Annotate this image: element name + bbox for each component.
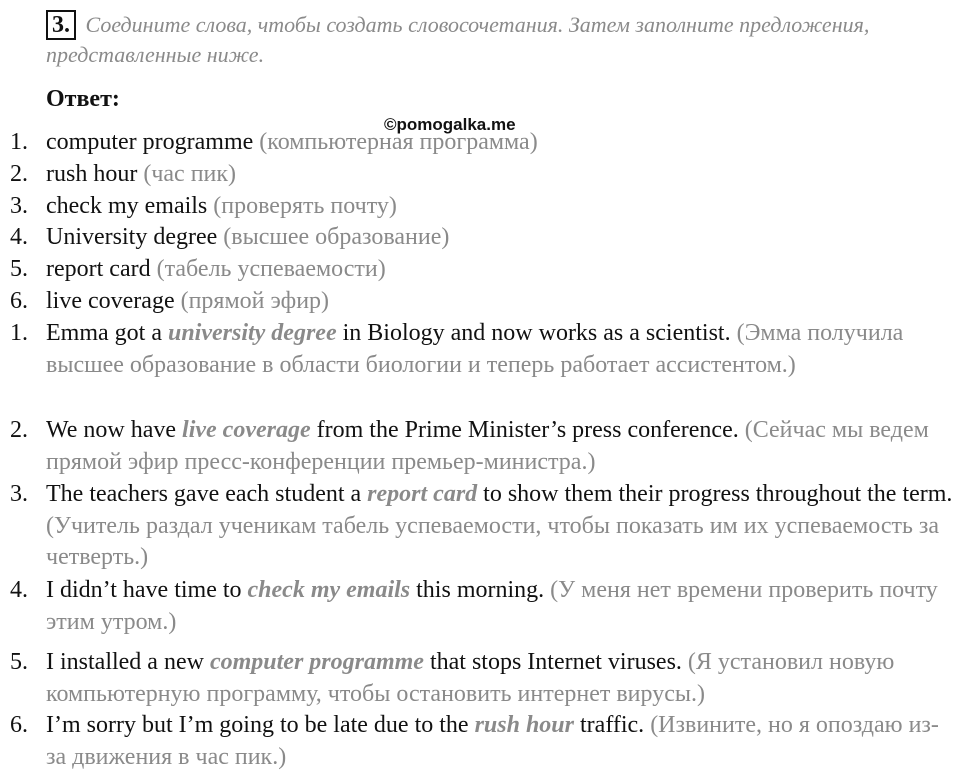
phrase-text (46, 254, 956, 286)
sentence-highlight: rush hour (474, 712, 574, 738)
phrase-text (46, 191, 956, 223)
sentence-after: from the Prime Minister’s press conference. (310, 417, 745, 443)
sentence-translation: (Учитель раздал ученикам табель успеваемости, чтобы показать им их успеваемость за четверть.) (46, 512, 940, 570)
sentence-after: in Biology and now works as a scientist. (336, 320, 737, 346)
sentence-number: 3. (10, 481, 28, 507)
sentence-before: The teachers gave each student a (46, 481, 368, 507)
sentence-number: 6. (10, 712, 28, 738)
phrase-number: 1. (10, 129, 28, 155)
phrase-number: 4. (10, 224, 28, 250)
sentence-translation: (Сейчас мы ведем прямой эфир пресс-конференции премьер-министра.) (46, 417, 929, 475)
phrase-translation: (высшее образование) (223, 224, 450, 250)
sentence-after: that stops Internet viruses. (423, 649, 688, 675)
phrase-english: rush hour (46, 161, 138, 187)
phrase-text (46, 222, 956, 254)
sentence-after: traffic. (574, 712, 651, 738)
phrase-english: computer programme (46, 129, 254, 155)
phrase-text (46, 127, 956, 159)
phrase-english: check my emails (46, 193, 208, 219)
phrase-number: 3. (10, 193, 28, 219)
phrase-translation: (проверять почту) (213, 193, 397, 219)
sentence-highlight: report card (367, 481, 478, 507)
phrase-english: report card (46, 256, 151, 282)
watermark: ©pomogalka.me (384, 115, 516, 134)
sentence-text (46, 415, 956, 478)
sentence-text (46, 479, 956, 574)
sentence-before: Emma got a (46, 320, 168, 346)
phrase-number: 6. (10, 288, 28, 314)
sentence-before: We now have (46, 417, 183, 443)
sentence-number: 5. (10, 649, 28, 675)
phrase-number: 5. (10, 256, 28, 282)
task-number: 3. (46, 10, 76, 40)
sentence-before: I installed a new (46, 649, 210, 675)
sentence-text (46, 575, 956, 638)
phrase-english: University degree (46, 224, 218, 250)
sentence-number: 1. (10, 320, 28, 346)
sentence-highlight: university degree (167, 320, 337, 346)
sentence-number: 4. (10, 577, 28, 603)
phrase-translation: (час пик) (143, 161, 237, 187)
sentence-highlight: computer programme (209, 649, 424, 675)
phrase-english: live coverage (46, 288, 175, 314)
answer-label: Ответ: (46, 86, 120, 112)
task-header (46, 10, 946, 70)
phrase-text (46, 286, 956, 318)
sentence-highlight: live coverage (182, 417, 311, 443)
sentence-after: this morning. (410, 577, 551, 603)
sentence-highlight: check my emails (247, 577, 411, 603)
sentence-before: I didn’t have time to (46, 577, 248, 603)
phrase-number: 2. (10, 161, 28, 187)
sentence-translation: (У меня нет времени проверить почту этим утром.) (46, 577, 938, 635)
sentence-translation: (Я установил новую компьютерную программу, чтобы остановить интернет вирусы.) (46, 649, 895, 707)
sentence-before: I’m sorry but I’m going to be late due to the (46, 712, 475, 738)
sentence-translation: (Извините, но я опоздаю из-за движения в час пик.) (46, 712, 939, 770)
task-instruction: Соедините слова, чтобы создать словосочетания. Затем заполните предложения, представленные ниже. (46, 12, 870, 67)
sentence-text (46, 647, 956, 710)
phrase-translation: (компьютерная программа) (259, 129, 538, 155)
sentence-translation: (Эмма получила высшее образование в области биологии и теперь работает ассистентом.) (46, 320, 904, 378)
sentence-after: to show them their progress throughout the term. (477, 481, 953, 507)
phrase-text (46, 159, 956, 191)
phrase-translation: (табель успеваемости) (156, 256, 386, 282)
sentence-text (46, 318, 956, 381)
sentence-text (46, 710, 956, 773)
sentence-number: 2. (10, 417, 28, 443)
phrase-translation: (прямой эфир) (180, 288, 330, 314)
